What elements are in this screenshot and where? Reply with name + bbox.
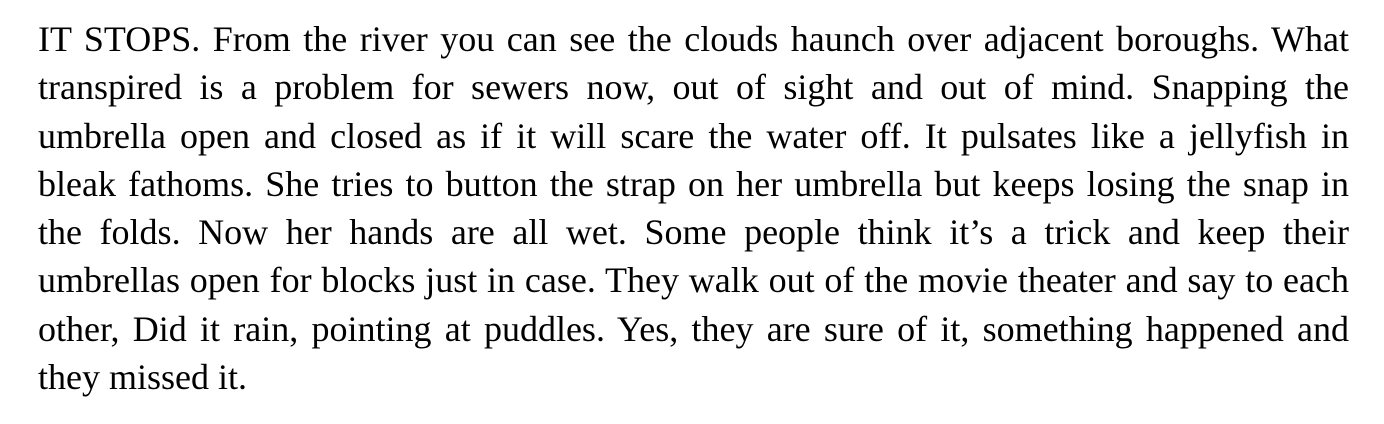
body-paragraph: IT STOPS. From the river you can see the clouds haunch over adjacent boroughs. What transpired is a problem for sewers now, out of sight and out of mind. Snapping the umbrella open and closed as if it will scare the water off. It pulsates like a jellyfish in bleak fathoms. She tries to button the strap on her umbrella but keeps losing the snap in the folds. Now her hands are all wet. Some people think it’s a trick and keep their umbrellas open for blocks just in case. They walk out of the movie theater and say to each other, Did it rain, pointing at puddles. Yes, they are sure of it, something happened and they missed it. — [38, 19, 1349, 398]
document-page — [38, 15, 1349, 401]
